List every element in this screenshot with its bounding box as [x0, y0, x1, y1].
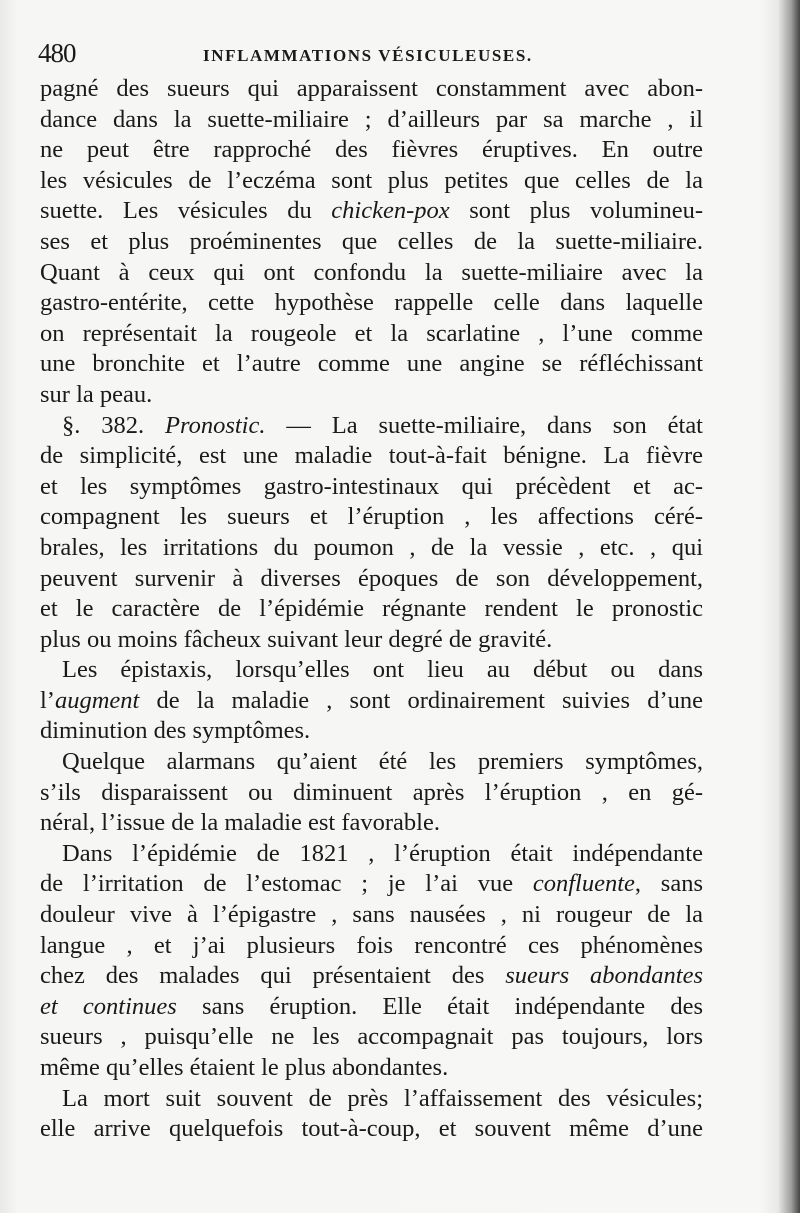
text-segment: et le caractère de l’épidémie régnante rendent le pronostic [40, 595, 703, 623]
text-segment: diminution des symptômes. [40, 717, 311, 745]
text-segment: même qu’elles étaient le plus abondantes. [40, 1054, 449, 1081]
text-segment: elle arrive quelquefois tout-à-coup, et souvent même d’une [40, 1115, 703, 1143]
text-segment: §. 382. [62, 411, 165, 439]
text-line [40, 655, 703, 686]
text-line [40, 625, 703, 656]
text-line [40, 441, 703, 472]
text-segment: ses et plus proéminentes que celles de la suette-miliaire. [40, 227, 703, 255]
text-segment: sans éruption. Elle était indépendante des [176, 992, 703, 1020]
text-segment: de l’irritation de l’estomac ; je l’ai vue [40, 870, 533, 898]
text-line [40, 1053, 703, 1084]
text-segment: peuvent survenir à diverses époques de son développement, [40, 564, 703, 592]
italic-text: chicken-pox [331, 197, 450, 225]
text-line [40, 1114, 703, 1145]
running-head: INFLAMMATIONS VÉSICULEUSES. [203, 46, 533, 65]
text-line [40, 961, 703, 992]
text-line [40, 869, 703, 900]
text-line [40, 839, 703, 870]
text-segment: et les symptômes gastro-intestinaux qui précèdent et ac- [40, 472, 703, 500]
text-line [40, 594, 703, 625]
text-segment: , sans [634, 870, 703, 898]
text-segment: Les épistaxis, lorsqu’elles ont lieu au début ou dans [62, 656, 703, 684]
text-line [40, 349, 703, 380]
text-line [40, 472, 703, 503]
text-segment: néral, l’issue de la maladie est favorable. [40, 809, 440, 837]
text-line [40, 258, 703, 289]
italic-text: augment [54, 686, 140, 714]
text-line [40, 227, 703, 258]
text-segment: ne peut être rapproché des fièvres éruptives. En outre [40, 136, 703, 164]
text-segment: pagné des sueurs qui apparaissent constamment avec abon- [40, 75, 703, 102]
text-segment: une bronchite et l’autre comme une angine se réfléchissant [40, 350, 703, 378]
text-segment: on représentait la rougeole et la scarlatine , l’une comme [40, 319, 703, 347]
text-segment: suette. Les vésicules du [40, 197, 332, 225]
text-line [40, 411, 703, 442]
text-segment: chez des malades qui présentaient des [40, 962, 506, 990]
text-line [40, 319, 703, 350]
text-segment: gastro-entérite, cette hypothèse rappelle celle dans laquelle [40, 289, 703, 317]
text-segment: Quant à ceux qui ont confondu la suette-miliaire avec la [40, 258, 703, 286]
text-segment: — La suette-miliaire, dans son état [265, 411, 703, 439]
text-segment: l’ [40, 686, 55, 714]
text-line [40, 533, 703, 564]
text-segment: s’ils disparaissent ou diminuent après l’éruption , en gé- [40, 778, 703, 806]
text-line [40, 1084, 703, 1115]
italic-text: confluente [532, 870, 635, 898]
page-gutter-shadow [778, 0, 800, 1213]
text-line [40, 564, 703, 595]
text-segment: sont plus volumineu- [449, 197, 703, 225]
text-line [40, 166, 703, 197]
body-text [40, 74, 703, 1145]
text-line [40, 288, 703, 319]
text-segment: brales, les irritations du poumon , de la vessie , etc. , qui [40, 533, 703, 561]
text-segment: les vésicules de l’eczéma sont plus petites que celles de la [40, 166, 703, 194]
text-segment: dance dans la suette-miliaire ; d’ailleurs par sa marche , il [40, 105, 703, 133]
text-line [40, 716, 703, 747]
text-line [40, 992, 703, 1023]
text-line [40, 105, 703, 136]
text-line [40, 502, 703, 533]
text-segment: sur la peau. [40, 380, 153, 408]
text-line [40, 1022, 703, 1053]
text-line [40, 931, 703, 962]
text-line [40, 380, 703, 411]
text-segment: plus ou moins fâcheux suivant leur degré de gravité. [40, 625, 553, 653]
text-line [40, 778, 703, 809]
text-line [40, 135, 703, 166]
text-segment: de la maladie , sont ordinairement suivies d’une [139, 686, 703, 714]
italic-text: Pronostic. [165, 411, 266, 439]
italic-text: et continues [40, 992, 177, 1020]
text-segment: douleur vive à l’épigastre , sans nausées , ni rougeur de la [40, 901, 703, 929]
text-segment: Quelque alarmans qu’aient été les premiers symptômes, [62, 748, 703, 776]
text-segment: sueurs , puisqu’elle ne les accompagnait pas toujours, lors [40, 1023, 703, 1051]
text-line [40, 196, 703, 227]
text-line [40, 74, 703, 105]
text-line [40, 808, 703, 839]
text-line [40, 686, 703, 717]
text-segment: langue , et j’ai plusieurs fois rencontré ces phénomènes [40, 931, 703, 959]
text-line [40, 747, 703, 778]
text-line [40, 900, 703, 931]
page-number: 480 [38, 38, 76, 68]
text-segment: La mort suit souvent de près l’affaissement des vésicules; [62, 1084, 703, 1112]
text-segment: Dans l’épidémie de 1821 , l’éruption était indépendante [62, 839, 703, 867]
text-segment: compagnent les sueurs et l’éruption , les affections céré- [40, 503, 703, 531]
italic-text: sueurs abondantes [505, 962, 703, 990]
text-segment: de simplicité, est une maladie tout-à-fait bénigne. La fièvre [40, 442, 703, 470]
page-header [38, 38, 718, 74]
